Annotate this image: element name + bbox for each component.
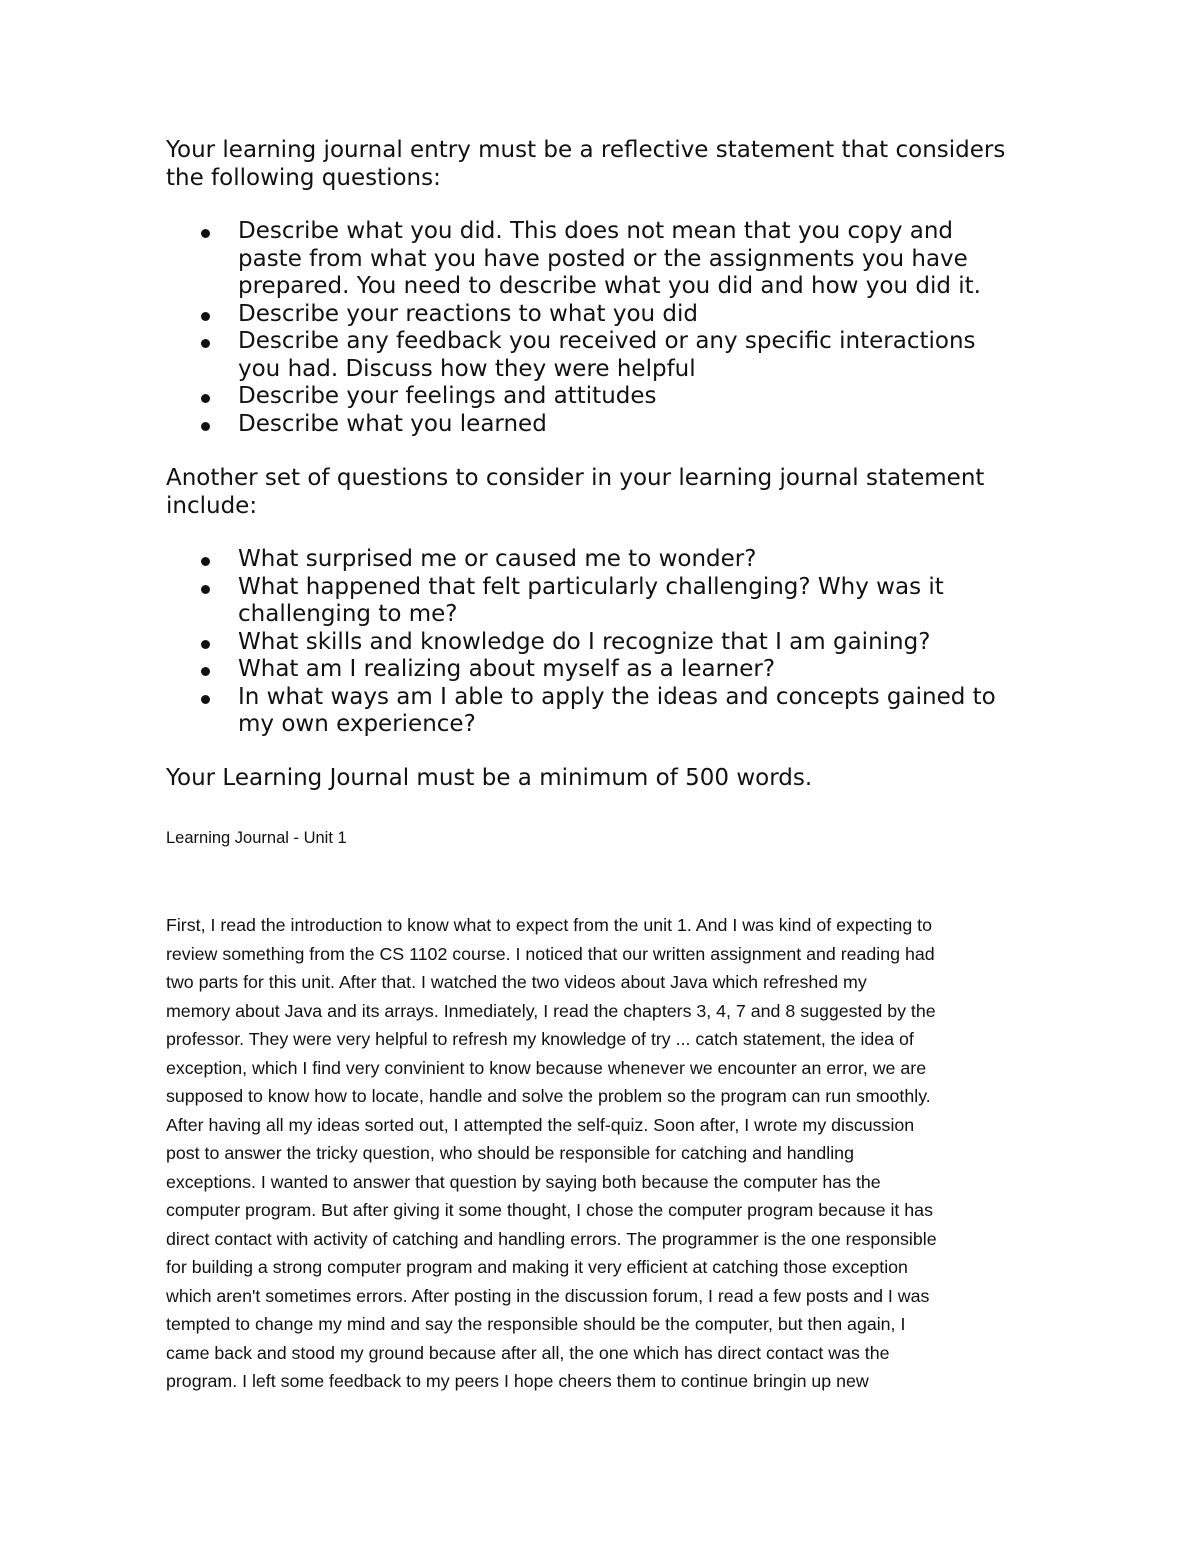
journal-title: Learning Journal - Unit 1 [166, 829, 347, 847]
list-item [166, 328, 1046, 383]
list-item-text: Describe any feedback you received or any specific interactions [238, 328, 976, 354]
journal-line: First, I read the introduction to know what to expect from the unit 1. And I was kind of expecting to [166, 915, 932, 935]
list-item-text: Describe your feelings and attitudes [238, 383, 657, 409]
journal-line: review something from the CS 1102 course. I noticed that our written assignment and reading had [166, 943, 935, 964]
journal-body [166, 911, 1046, 1396]
journal-line: memory about Java and its arrays. Inmediately, I read the chapters 3, 4, 7 and 8 suggested by the [166, 1000, 936, 1021]
list-item-text: prepared. You need to describe what you did and how you did it. [238, 273, 981, 299]
bullet-icon [201, 585, 210, 594]
journal-line: for building a strong computer program and making it very efficient at catching those exception [166, 1257, 908, 1277]
prompt-second-intro [166, 465, 1046, 520]
journal-line: exception, which I find very convinient to know because whenever we encounter an error, we are [166, 1057, 927, 1078]
list-item [166, 684, 1046, 739]
list-item [166, 546, 1046, 574]
list-item-text: Describe what you did. This does not mean that you copy and [238, 218, 954, 244]
bullet-icon [201, 394, 210, 403]
questions-list-1 [166, 218, 1046, 438]
prompt-intro [166, 137, 1046, 192]
bullet-icon [201, 422, 210, 431]
list-item-text: What skills and knowledge do I recognize that I am gaining? [238, 628, 931, 655]
list-item [166, 574, 1046, 629]
list-item-text: my own experience? [238, 711, 476, 737]
list-item-text: What happened that felt particularly challenging? Why was it [238, 573, 944, 600]
journal-line: tempted to change my mind and say the responsible should be the computer, but then again, I [166, 1314, 906, 1334]
prompt-second-intro-line: include: [166, 492, 258, 519]
bullet-icon [201, 640, 210, 649]
journal-line: computer program. But after giving it some thought, I chose the computer program because it has [166, 1200, 933, 1220]
journal-line: post to answer the tricky question, who should be responsible for catching and handling [166, 1143, 854, 1163]
list-item [166, 218, 1046, 301]
journal-line: supposed to know how to locate, handle and solve the problem so the program can run smoothly. [166, 1086, 931, 1106]
list-item-text: Describe what you learned [238, 410, 547, 437]
list-item [166, 629, 1046, 657]
bullet-icon [201, 667, 210, 676]
bullet-icon [201, 557, 210, 566]
journal-line: came back and stood my ground because after all, the one which has direct contact was the [166, 1342, 890, 1363]
list-item [166, 301, 1046, 329]
list-item [166, 656, 1046, 684]
assignment-prompt [166, 137, 1046, 792]
journal-line: program. I left some feedback to my peers I hope cheers them to continue bringin up new [166, 1371, 869, 1391]
journal-line: which aren't sometimes errors. After posting in the discussion forum, I read a few posts and I was [166, 1285, 930, 1306]
prompt-intro-line: the following questions: [166, 164, 441, 191]
bullet-icon [201, 229, 210, 238]
journal-line: exceptions. I wanted to answer that question by saying both because the computer has the [166, 1171, 881, 1192]
journal-line: two parts for this unit. After that. I watched the two videos about Java which refreshed my [166, 972, 867, 992]
word-requirement: Your Learning Journal must be a minimum of 500 words. [166, 764, 813, 791]
journal-line: professor. They were very helpful to refresh my knowledge of try ... catch statement, the idea of [166, 1029, 914, 1049]
list-item-text: challenging to me? [238, 601, 458, 627]
list-item-text: What surprised me or caused me to wonder? [238, 546, 757, 572]
bullet-icon [201, 339, 210, 348]
list-item-text: What am I realizing about myself as a learner? [238, 656, 776, 682]
journal-line: direct contact with activity of catching and handling errors. The programmer is the one responsible [166, 1228, 937, 1249]
list-item-text: paste from what you have posted or the assignments you have [238, 245, 968, 272]
bullet-icon [201, 312, 210, 321]
list-item [166, 383, 1046, 411]
list-item-text: you had. Discuss how they were helpful [238, 355, 696, 382]
prompt-second-intro-line: Another set of questions to consider in your learning journal statement [166, 465, 985, 491]
questions-list-2 [166, 546, 1046, 739]
journal-line: After having all my ideas sorted out, I attempted the self-quiz. Soon after, I wrote my discussion [166, 1114, 915, 1135]
list-item-text: In what ways am I able to apply the ideas and concepts gained to [238, 683, 996, 710]
prompt-intro-line: Your learning journal entry must be a reflective statement that considers [166, 137, 1006, 163]
bullet-icon [201, 695, 210, 704]
list-item [166, 411, 1046, 439]
list-item-text: Describe your reactions to what you did [238, 300, 698, 327]
